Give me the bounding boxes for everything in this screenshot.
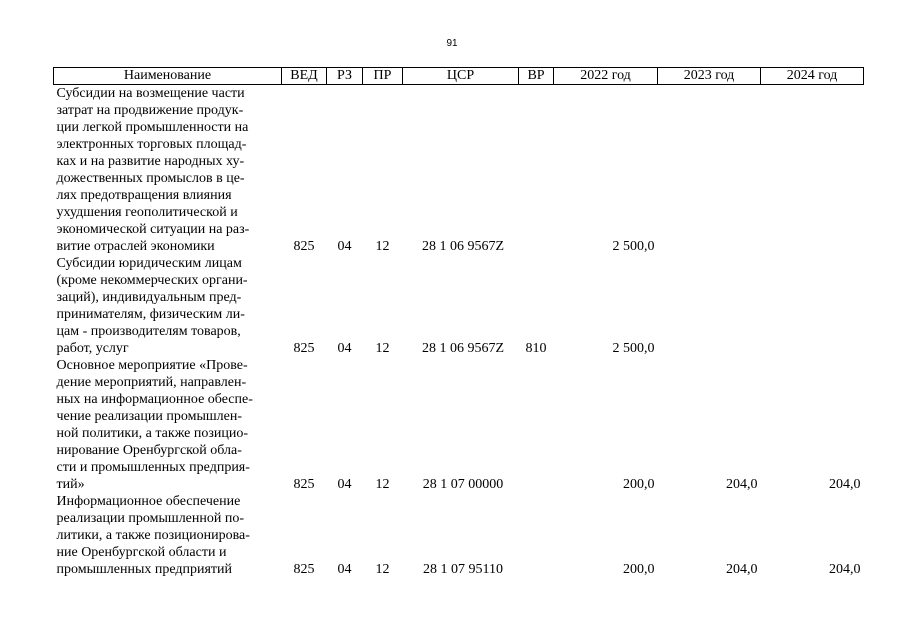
name-line: промышленных предприятий [56,562,233,577]
name-line: лях предотвращения влияния [56,188,232,203]
name-line: нирование Оренбургской обла- [56,443,242,458]
name-line: цам - производителям товаров, [56,324,241,339]
name-line: сти и промышленных предприя- [56,460,250,475]
cell-rz: 04 [337,341,352,356]
table-header-row [54,68,864,85]
name-line: тий» [56,477,85,492]
cell-ved: 825 [293,477,315,492]
cell-2023 [658,85,761,256]
cell-pr: 12 [375,477,390,492]
name-line: Субсидии на возмещение части [56,86,245,101]
cell-2024: 204,0 [829,477,861,492]
cell-2023 [658,255,761,357]
name-line: (кроме некоммерческих органи- [56,273,248,288]
header-vr: ВР [519,68,554,85]
name-line: ции легкой промышленности на [56,120,249,135]
name-line: работ, услуг [56,341,129,356]
cell-name [54,85,282,256]
header-csr: ЦСР [403,68,519,85]
budget-table [53,67,864,578]
header-2022: 2022 год [554,68,658,85]
header-2023: 2023 год [658,68,761,85]
table-row [54,357,864,493]
table-row [54,255,864,357]
name-line: дение мероприятий, направлен- [56,375,247,390]
name-line: электронных торговых площад- [56,137,247,152]
name-line: литики, а также позиционирова- [56,528,250,543]
cell-csr: 28 1 07 95110 [423,562,503,577]
header-ved: ВЕД [282,68,327,85]
page-number: 91 [446,38,458,49]
name-line: дожественных промыслов в це- [56,171,245,186]
name-line: затрат на продвижение продук- [56,103,244,118]
name-line: Основное мероприятие «Прове- [56,358,248,373]
name-line: принимателям, физическим ли- [56,307,245,322]
cell-2022: 200,0 [623,562,655,577]
name-line: ние Оренбургской области и [56,545,227,560]
name-line: экономической ситуации на раз- [56,222,250,237]
name-line: реализации промышленной по- [56,511,245,526]
table-row [54,85,864,256]
cell-ved: 825 [293,239,315,254]
cell-rz: 04 [337,239,352,254]
cell-name [54,255,282,357]
cell-vr [519,493,554,578]
table-body [54,85,864,579]
name-line: ных на информационное обеспе- [56,392,253,407]
cell-vr: 810 [525,341,547,356]
cell-ved: 825 [293,341,315,356]
cell-pr: 12 [375,341,390,356]
cell-rz: 04 [337,477,352,492]
cell-2024 [761,255,864,357]
cell-name [54,493,282,578]
cell-2024: 204,0 [829,562,861,577]
cell-name [54,357,282,493]
name-line: заций), индивидуальным пред- [56,290,242,305]
name-line: ухудшения геополитической и [56,205,238,220]
name-line: витие отраслей экономики [56,239,215,254]
header-pr: ПР [363,68,403,85]
header-rz: РЗ [327,68,363,85]
cell-2022: 2 500,0 [612,341,655,356]
cell-2023: 204,0 [726,562,758,577]
cell-csr: 28 1 06 9567Z [421,239,505,254]
name-line: чение реализации промышлен- [56,409,242,424]
name-line: ной политики, а также позицио- [56,426,249,441]
cell-rz: 04 [337,562,352,577]
cell-vr [519,85,554,256]
cell-2022: 2 500,0 [612,239,655,254]
header-2024: 2024 год [761,68,864,85]
table-row [54,493,864,578]
cell-csr: 28 1 06 9567Z [421,341,505,356]
header-name: Наименование [54,68,282,85]
cell-2023: 204,0 [726,477,758,492]
cell-2022: 200,0 [623,477,655,492]
name-line: Субсидии юридическим лицам [56,256,242,271]
cell-csr: 28 1 07 00000 [422,477,504,492]
cell-ved: 825 [293,562,315,577]
cell-vr [519,357,554,493]
cell-2024 [761,85,864,256]
cell-pr: 12 [375,239,390,254]
name-line: Информационное обеспечение [56,494,241,509]
name-line: ках и на развитие народных ху- [56,154,245,169]
cell-pr: 12 [375,562,390,577]
